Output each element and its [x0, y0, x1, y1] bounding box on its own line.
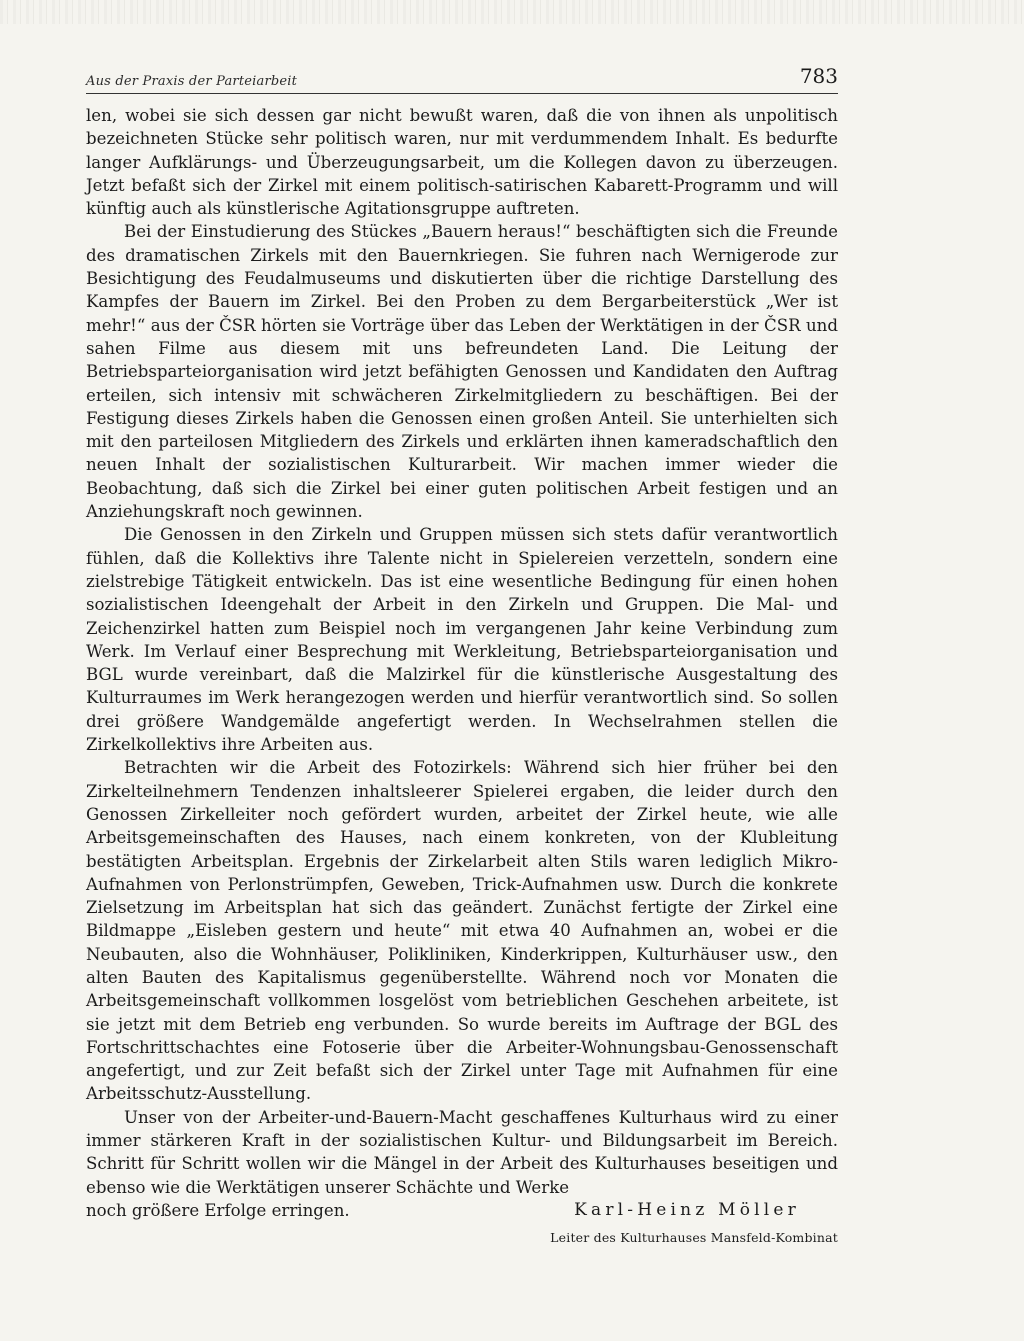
running-head: Aus der Praxis der Parteiarbeit — [86, 74, 298, 89]
article-body — [86, 104, 838, 1222]
paragraph-1: len, wobei sie sich dessen gar nicht bewußt waren, daß die von ihnen als unpolitisch bezeichneten Stücke sehr politisch waren, nur mit verdummendem Inhalt. Es bedurfte langer Aufklärungs- und Überzeugungsarbeit, um die Kollegen davon zu überzeugen. Jetzt befaßt sich der Zirkel mit einem politisch-satirischen Kabarett-Programm und will künftig auch als künstlerische Agitationsgruppe auftreten. — [86, 106, 838, 219]
page-header — [86, 64, 838, 96]
paragraph-2: Bei der Einstudierung des Stückes „Bauern heraus!“ beschäftigten sich die Freunde des dramatischen Zirkels mit den Bauernkriegen. Sie fuhren nach Wernigerode zur Besichtigung des Feudalmuseums und diskutierten über die richtige Darstellung des Kampfes der Bauern im Zirkel. Bei den Proben zu dem Bergarbeiterstück „Wer ist mehr!“ aus der ČSR hörten sie Vorträge über das Leben der Werktätigen in der ČSR und sahen Filme aus diesem mit uns befreundeten Land. Die Leitung der Betriebsparteiorganisation wird jetzt befähigten Genossen und Kandidaten den Auftrag erteilen, sich intensiv mit schwächeren Zirkelmitgliedern zu beschäftigen. Bei der Festigung dieses Zirkels haben die Genossen einen großen Anteil. Sie unterhielten sich mit den parteilosen Mitgliedern des Zirkels und erklärten ihnen kameradschaftlich den neuen Inhalt der sozialistischen Kulturarbeit. Wir machen immer wieder die Beobachtung, daß sich die Zirkel bei einer guten politischen Arbeit festigen und an Anziehungskraft noch gewinnen. — [86, 222, 838, 522]
page-number: 783 — [799, 64, 838, 88]
paragraph-3: Die Genossen in den Zirkeln und Gruppen müssen sich stets dafür verantwortlich fühlen, daß die Kollektivs ihre Talente nicht in Spielereien verzetteln, sondern eine zielstrebige Tätigkeit entwickeln. Das ist eine wesentliche Bedingung für einen hohen sozialistischen Ideengehalt der Arbeit in den Zirkeln und Gruppen. Die Mal- und Zeichenzirkel hatten zum Beispiel noch im vergangenen Jahr keine Verbindung zum Werk. Im Verlauf einer Besprechung mit Werkleitung, Betriebsparteiorganisation und BGL wurde vereinbart, daß die Malzirkel für die künstlerische Ausgestaltung des Kulturraumes im Werk herangezogen werden und hierfür verantwortlich sind. So sollen drei größere Wandgemälde angefertigt werden. In Wechselrahmen stellen die Zirkelkollektivs ihre Arbeiten aus. — [86, 525, 838, 755]
paragraph-4: Betrachten wir die Arbeit des Fotozirkels: Während sich hier früher bei den Zirkelteilnehmern Tendenzen inhaltsleerer Spielerei ergaben, die leider durch den Genossen Zirkelleiter noch gefördert wurden, arbeitet der Zirkel heute, wie alle Arbeitsgemeinschaften des Hauses, nach einem konkreten, von der Klubleitung bestätigten Arbeitsplan. Ergebnis der Zirkelarbeit alten Stils waren lediglich Mikro-Aufnahmen von Perlonstrümpfen, Geweben, Trick-Aufnahmen usw. Durch die konkrete Zielsetzung im Arbeitsplan hat sich das geändert. Zunächst fertigte der Zirkel eine Bildmappe „Eisleben gestern und heute“ mit etwa 40 Aufnahmen an, wobei er die Neubauten, also die Wohnhäuser, Polikliniken, Kinderkrippen, Kulturhäuser usw., den alten Bauten des Kapitalismus gegenüberstellte. Während noch vor Monaten die Arbeitsgemeinschaft vollkommen losgelöst vom betrieblichen Geschehen arbeitete, ist sie jetzt mit dem Betrieb eng verbunden. So wurde bereits im Auftrage der BGL des Fortschrittschachtes eine Fotoserie über die Arbeiter-Wohnungsbau-Genossenschaft angefertigt, und zur Zeit befaßt sich der Zirkel unter Tage mit Aufnahmen für eine Arbeitsschutz-Ausstellung. — [86, 758, 838, 1104]
paragraph-5: Unser von der Arbeiter-und-Bauern-Macht geschaffenes Kulturhaus wird zu einer immer stärkeren Kraft in der sozialistischen Kultur- und Bildungsarbeit im Bereich. Schritt für Schritt wollen wir die Mängel in der Arbeit des Kulturhauses beseitigen und ebenso wie die Werktätigen unserer Schächte und Werke — [86, 1107, 838, 1197]
author-role: Leiter des Kulturhauses Mansfeld-Kombinat — [550, 1230, 838, 1245]
closing-text: noch größere Erfolge erringen. — [86, 1200, 350, 1220]
author-name: Karl-Heinz Möller — [574, 1199, 800, 1220]
header-rule — [86, 93, 838, 94]
scan-edge — [0, 0, 1024, 24]
closing-line — [86, 1199, 838, 1222]
